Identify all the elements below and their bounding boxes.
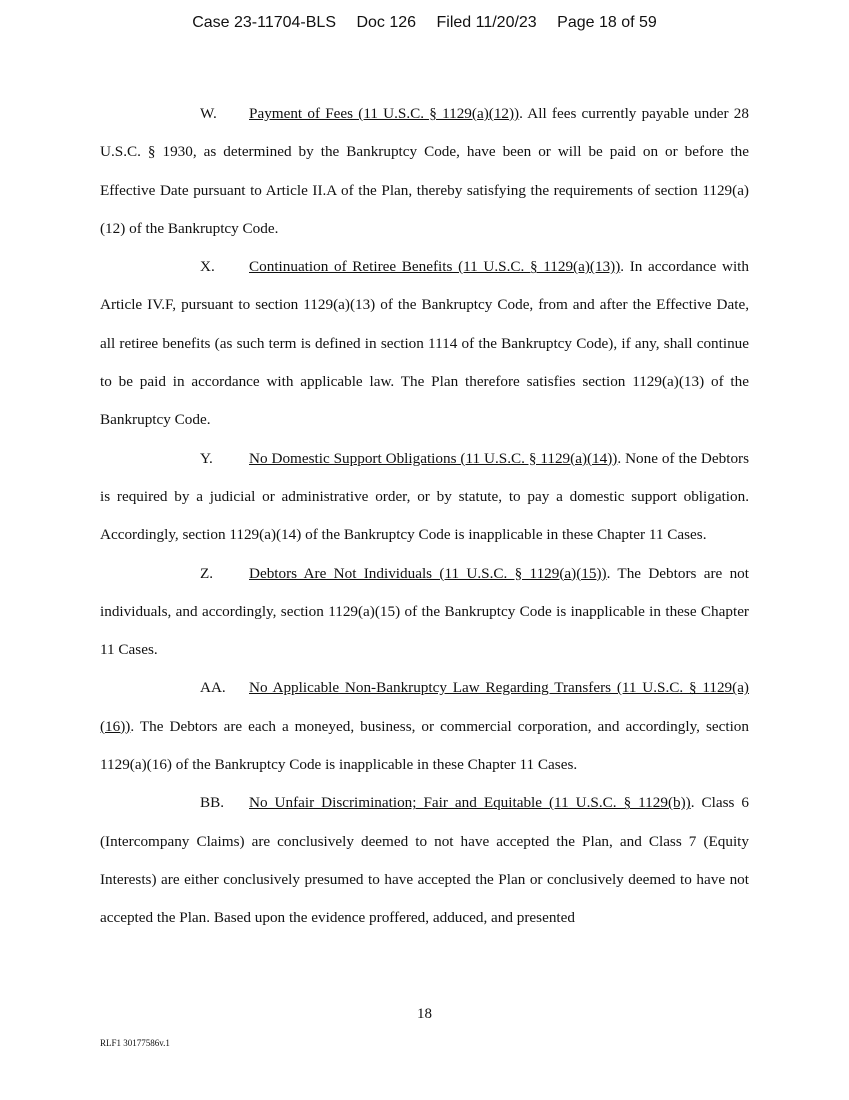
paragraph-text: . The Debtors are each a moneyed, business, or commercial corporation, and accordingly, section 1129(a)(16) of the Bankruptcy Code is inapplicable in these Chapter 11 Cases. — [100, 717, 749, 774]
paragraph-y — [100, 440, 749, 555]
page-indicator: Page 18 of 59 — [557, 14, 657, 31]
document-number: Doc 126 — [356, 14, 417, 31]
paragraph-letter: AA. — [200, 679, 226, 697]
paragraph-letter: Y. — [200, 449, 213, 467]
paragraph-heading: No Domestic Support Obligations (11 U.S.C. § 1129(a)(14)) — [249, 449, 618, 467]
document-body — [100, 95, 749, 938]
document-id: RLF1 30177586v.1 — [100, 1038, 170, 1048]
paragraph-aa — [100, 669, 749, 784]
paragraph-letter: X. — [200, 258, 215, 276]
paragraph-heading: No Unfair Discrimination; Fair and Equitable (11 U.S.C. § 1129(b)) — [249, 794, 691, 812]
paragraph-text: . All fees currently payable under 28 U.S.C. § 1930, as determined by the Bankruptcy Code, have been or will be paid on or before the Effective Date pursuant to Article II.A of the Plan, thereby satisfying the requirements of section 1129(a)(12) of the Bankruptcy Code. — [100, 105, 749, 237]
paragraph-bb — [100, 784, 749, 937]
paragraph-letter: BB. — [200, 794, 225, 812]
paragraph-heading: Payment of Fees (11 U.S.C. § 1129(a)(12)) — [249, 105, 520, 122]
paragraph-letter: Z. — [200, 564, 214, 582]
page-number: 18 — [417, 1006, 432, 1022]
paragraph-text: . None of the Debtors is required by a judicial or administrative order, or by statute, to pay a domestic support obligation. Accordingly, section 1129(a)(14) of the Bankruptcy Code is inapplicable in these Chapter 11 Cases. — [100, 449, 750, 544]
paragraph-w — [100, 95, 749, 248]
paragraph-text: . Class 6 (Intercompany Claims) are conclusively deemed to not have accepted the Plan, and Class 7 (Equity Interests) are either conclusively presumed to have accepted the Plan or conclusively deemed to have not accepted the Plan. Based upon the evidence proffered, adduced, and presented — [100, 794, 749, 927]
filing-header — [0, 14, 849, 32]
paragraph-heading: Continuation of Retiree Benefits (11 U.S.C. § 1129(a)(13)) — [249, 258, 621, 276]
case-number: Case 23-11704-BLS — [192, 14, 336, 31]
paragraph-text: . In accordance with Article IV.F, pursuant to section 1129(a)(13) of the Bankruptcy Code, from and after the Effective Date, all retiree benefits (as such term is defined in section 1114 of the Bankruptcy Code), if any, shall continue to be paid in accordance with applicable law. The Plan therefore satisfies section 1129(a)(13) of the Bankruptcy Code. — [100, 258, 749, 429]
paragraph-heading: Debtors Are Not Individuals (11 U.S.C. § 1129(a)(15)) — [249, 564, 607, 582]
paragraph-z — [100, 555, 749, 670]
paragraph-x — [100, 248, 749, 439]
filed-date: Filed 11/20/23 — [436, 14, 537, 31]
paragraph-text: . The Debtors are not individuals, and accordingly, section 1129(a)(15) of the Bankruptcy Code is inapplicable in these Chapter 11 Cases. — [100, 564, 749, 659]
paragraph-heading: No Applicable Non-Bankruptcy Law Regarding Transfers (11 U.S.C. § 1129(a)(16)) — [100, 679, 749, 735]
paragraph-letter: W. — [200, 105, 217, 122]
